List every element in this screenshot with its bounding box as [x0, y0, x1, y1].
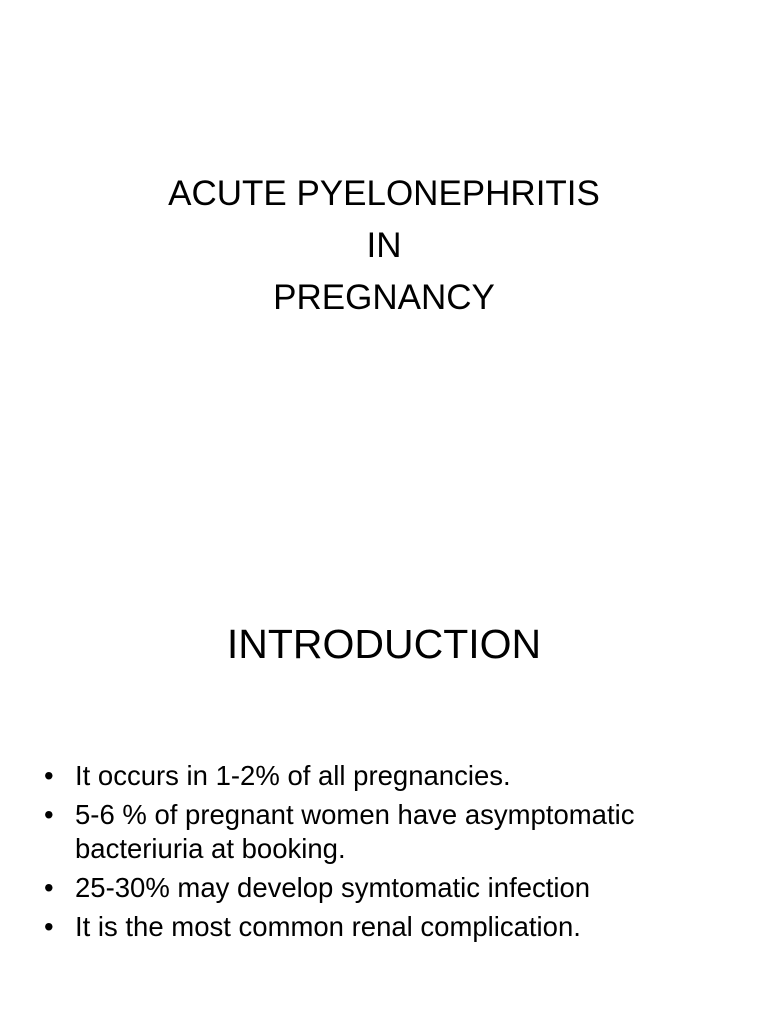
introduction-slide [0, 512, 768, 1024]
bullet-text: It is the most common renal complication. [75, 911, 581, 942]
bullet-icon: • [44, 760, 54, 791]
bullet-text: It occurs in 1-2% of all pregnancies. [75, 760, 511, 791]
title-line: IN [366, 226, 402, 265]
bullet-list [44, 759, 744, 949]
bullet-text: 25-30% may develop symtomatic infection [75, 872, 591, 903]
slide-heading: INTRODUCTION [226, 621, 542, 667]
title-line: PREGNANCY [273, 278, 495, 317]
bullet-icon: • [44, 911, 54, 942]
bullet-item [44, 798, 744, 866]
slide-title [0, 168, 768, 324]
bullet-item [44, 759, 744, 793]
bullet-item [44, 871, 744, 905]
bullet-icon: • [44, 799, 54, 830]
bullet-item [44, 910, 744, 944]
bullet-icon: • [44, 872, 54, 903]
bullet-text: 5-6 % of pregnant women have asymptomatic bacteriuria at booking. [75, 799, 635, 864]
title-line: ACUTE PYELONEPHRITIS [168, 174, 600, 213]
